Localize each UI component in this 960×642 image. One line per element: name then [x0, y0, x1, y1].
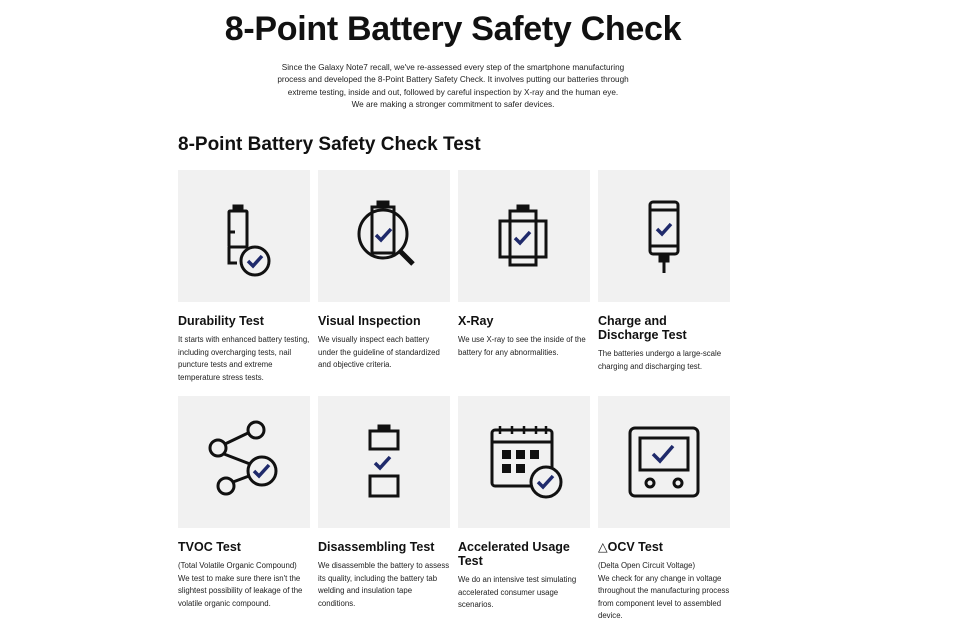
- share-nodes-check-icon: [196, 414, 292, 510]
- icon-tile: [178, 396, 310, 528]
- test-description: We disassemble the battery to assess its quality, including the battery tab welding and insulation tape conditions.: [318, 561, 450, 608]
- test-description: We check for any change in voltage throughout the manufacturing process from component level to assembled device.: [598, 573, 730, 621]
- test-title: X-Ray: [458, 314, 494, 328]
- phone-charging-icon: [616, 188, 712, 284]
- test-title: Visual Inspection: [318, 314, 421, 328]
- intro-paragraph: [276, 62, 630, 112]
- magnifier-battery-icon: [336, 188, 432, 284]
- icon-tile: [458, 396, 590, 528]
- battery-check-icon: [196, 188, 292, 284]
- test-description: We test to make sure there isn't the slightest possibility of leakage of the volatile organic compound.: [178, 573, 303, 608]
- xray-battery-icon: [476, 188, 572, 284]
- intro-line: process and developed the 8-Point Battery Safety Check. It involves putting our batteries through: [277, 75, 629, 85]
- test-description: We visually inspect each battery under the guideline of standardized and objective criteria.: [318, 335, 440, 370]
- test-title: Disassembling Test: [318, 540, 435, 554]
- test-card-xray: [458, 170, 590, 359]
- icon-tile: [458, 170, 590, 302]
- intro-line: We are making a stronger commitment to safer devices.: [351, 100, 555, 110]
- test-title: Charge and Discharge Test: [598, 314, 687, 342]
- icon-tile: [598, 170, 730, 302]
- icon-tile: [178, 170, 310, 302]
- test-title: TVOC Test: [178, 540, 241, 554]
- icon-tile: [318, 170, 450, 302]
- test-card-accelerated-usage: [458, 396, 590, 612]
- icon-tile: [598, 396, 730, 528]
- test-note: (Total Volatile Organic Compound): [178, 561, 297, 570]
- voltage-meter-icon: [616, 414, 712, 510]
- section-title: 8-Point Battery Safety Check Test: [178, 134, 481, 155]
- disassembled-battery-icon: [336, 414, 432, 510]
- test-description: The batteries undergo a large-scale charging and discharging test.: [598, 349, 722, 371]
- test-title: Accelerated Usage Test: [458, 540, 570, 568]
- test-card-visual-inspection: [318, 170, 450, 372]
- page-title: 8-Point Battery Safety Check: [224, 10, 682, 48]
- test-card-delta-ocv: [598, 396, 730, 623]
- test-card-charge-discharge: [598, 170, 730, 373]
- test-card-tvoc: [178, 396, 310, 610]
- test-title: Durability Test: [178, 314, 264, 328]
- test-description: It starts with enhanced battery testing, including overcharging tests, nail puncture tests and extreme temperature stress tests.: [178, 335, 310, 382]
- test-description: We do an intensive test simulating accelerated consumer usage scenarios.: [458, 575, 577, 610]
- test-note: (Delta Open Circuit Voltage): [598, 561, 696, 570]
- test-grid: [178, 170, 730, 642]
- intro-line: Since the Galaxy Note7 recall, we've re-assessed every step of the smartphone manufacturing: [281, 63, 625, 72]
- test-description: We use X-ray to see the inside of the battery for any abnormalities.: [458, 335, 586, 357]
- intro-line: extreme testing, inside and out, followed by careful inspection by X-ray and the human eye.: [287, 87, 619, 97]
- calendar-check-icon: [476, 414, 572, 510]
- test-card-durability: [178, 170, 310, 384]
- test-title: △OCV Test: [598, 540, 663, 554]
- test-card-disassembling: [318, 396, 450, 610]
- icon-tile: [318, 396, 450, 528]
